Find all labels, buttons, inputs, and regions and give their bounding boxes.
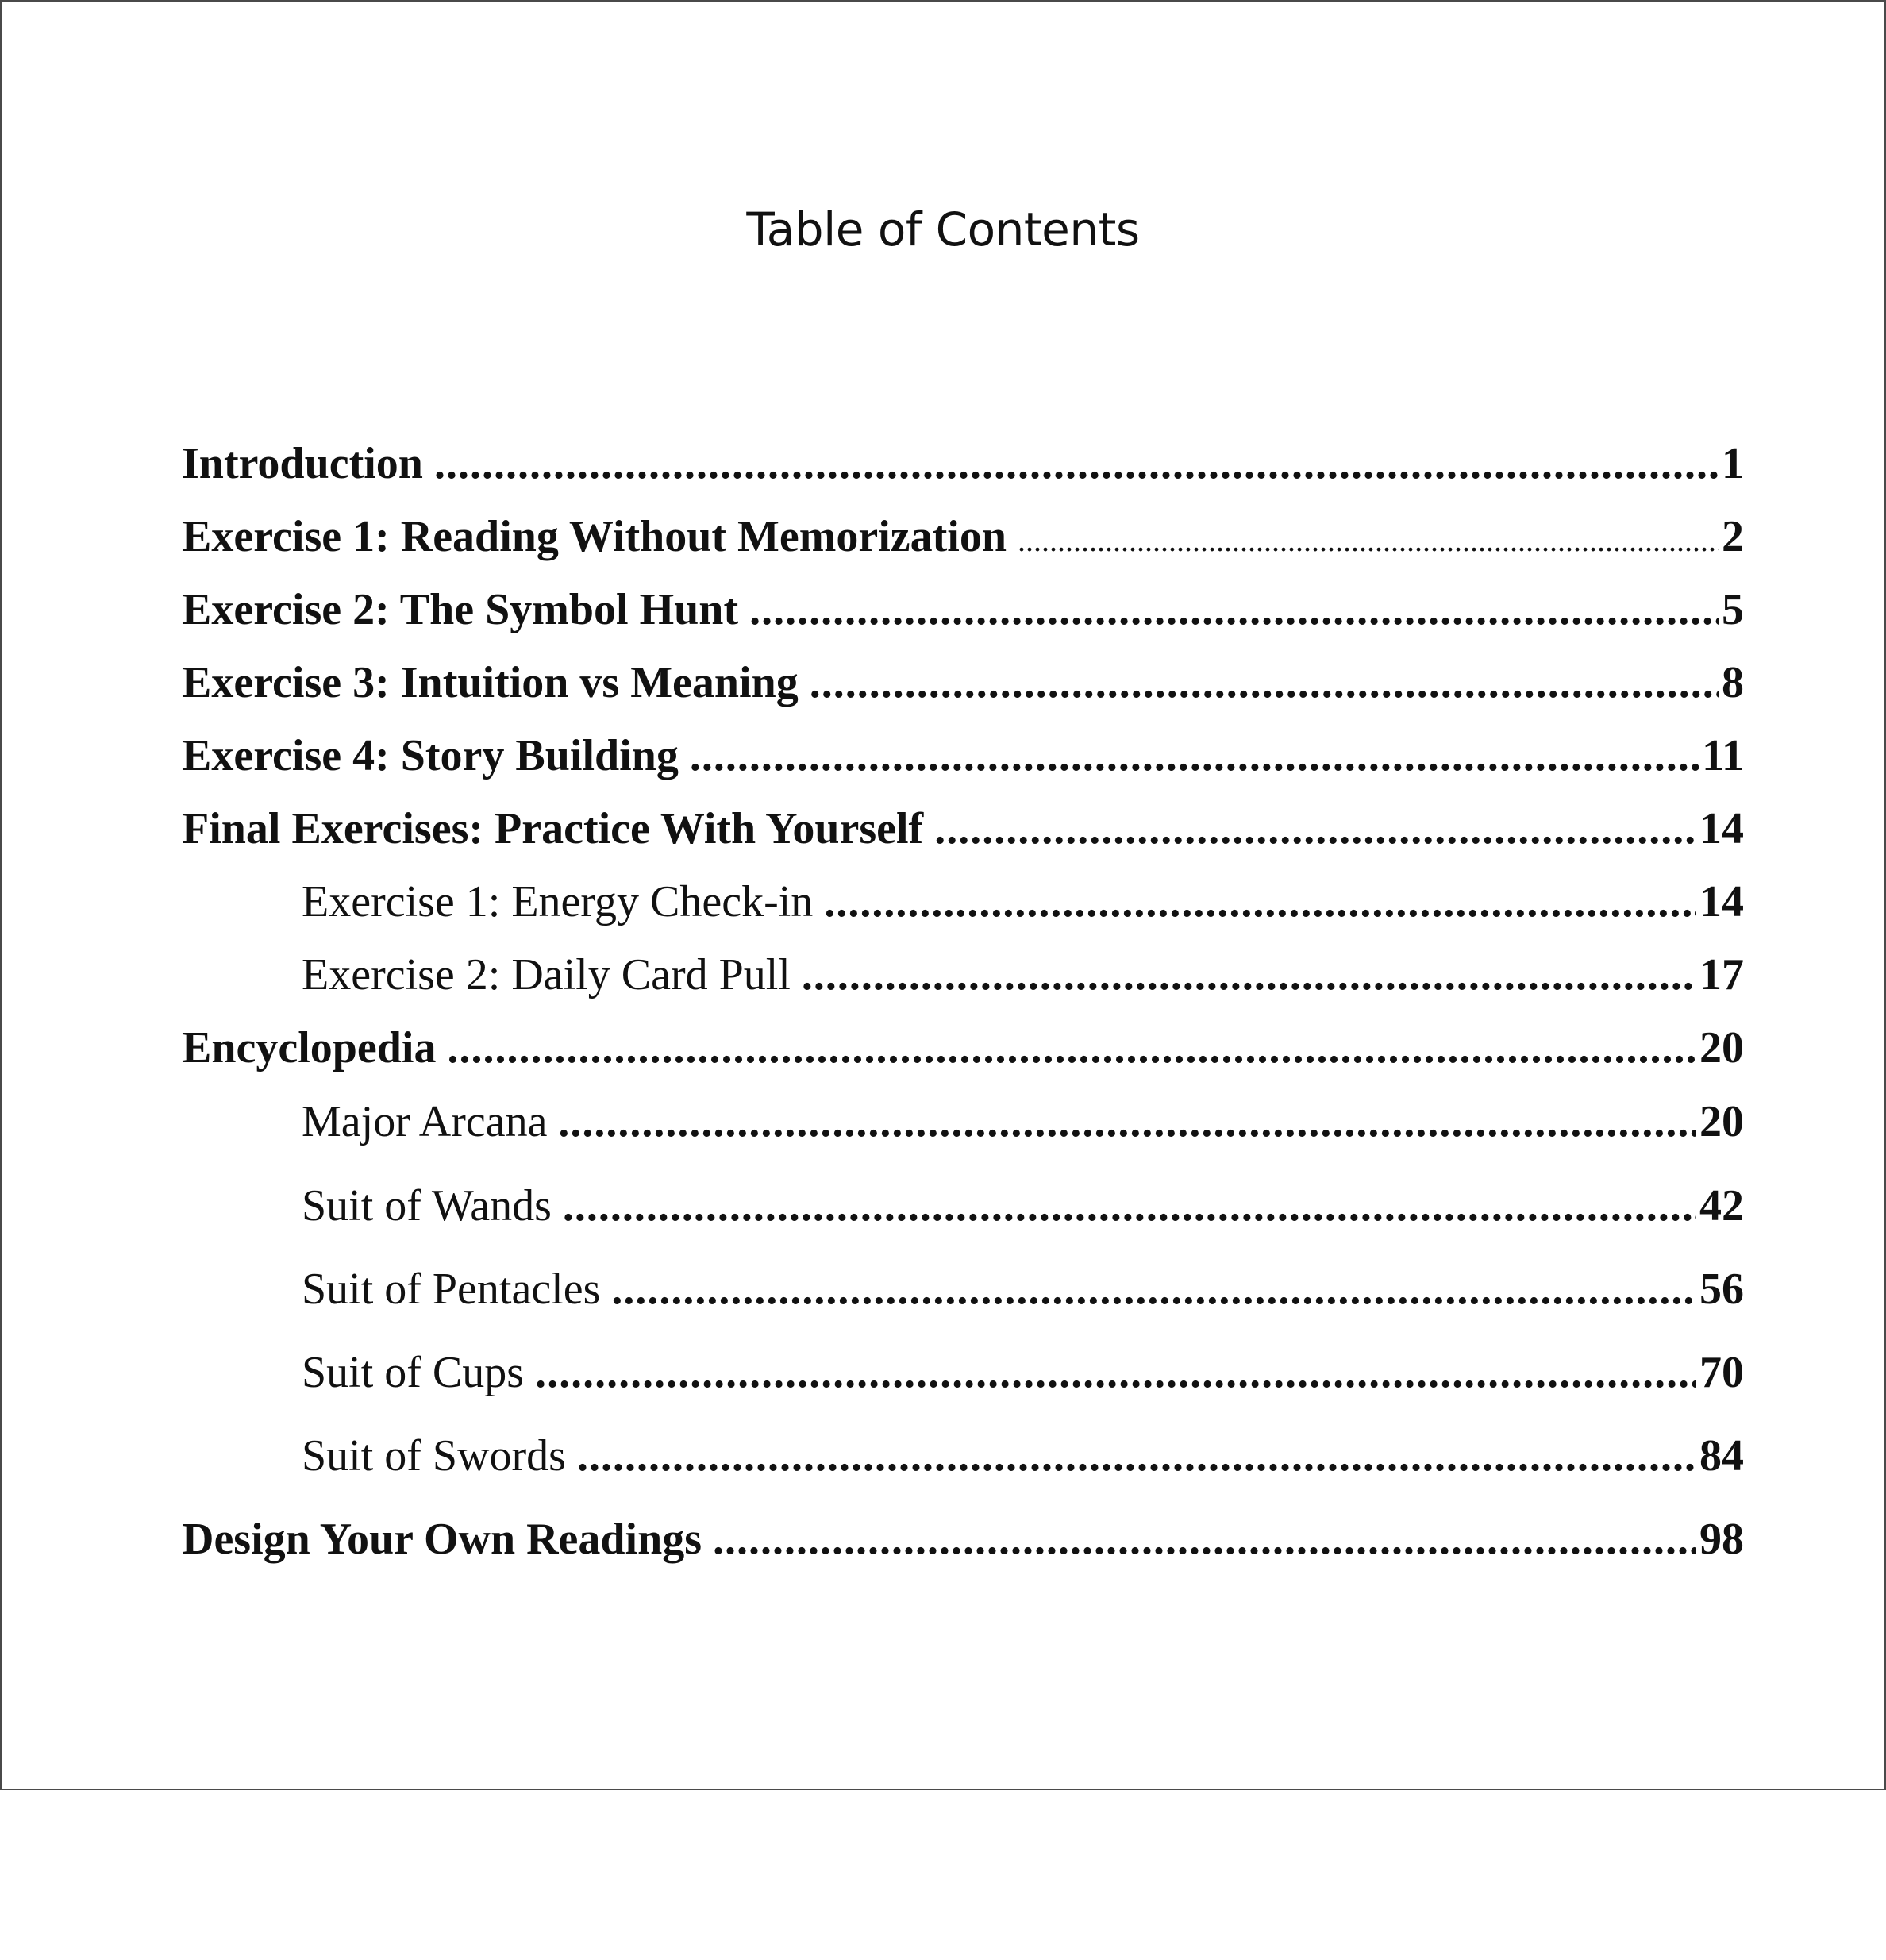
toc-page-number: 42 [1699, 1181, 1744, 1230]
toc-page-number: 2 [1722, 512, 1744, 561]
toc-entry-title: Exercise 2: Daily Card Pull [302, 950, 791, 999]
toc-entry-title: Encyclopedia [182, 1023, 437, 1072]
toc-page-number: 70 [1699, 1348, 1744, 1397]
toc-subentry-suit-of-wands[interactable] [302, 1181, 1744, 1230]
toc-dot-leader [611, 1267, 1696, 1311]
toc-dot-leader [434, 441, 1719, 486]
toc-entry-title: Exercise 4: Story Building [182, 731, 679, 780]
toc-page-number: 11 [1702, 731, 1744, 780]
toc-dot-leader [824, 880, 1696, 924]
toc-subentry-suit-of-cups[interactable] [302, 1350, 1744, 1395]
toc-dot-leader [802, 953, 1696, 997]
toc-dot-leader [535, 1350, 1696, 1395]
toc-page-number: 98 [1699, 1515, 1744, 1564]
toc-entry-title: Suit of Wands [302, 1181, 552, 1230]
toc-page-number: 5 [1722, 585, 1744, 634]
toc-subentry-major-arcana[interactable] [302, 1099, 1744, 1144]
toc-dot-leader [558, 1099, 1696, 1144]
toc-dot-leader [563, 1184, 1696, 1228]
toc-entry-title: Exercise 1: Reading Without Memorization [182, 512, 1007, 561]
toc-entry-title: Exercise 2: The Symbol Hunt [182, 585, 739, 634]
toc-dot-leader [810, 660, 1719, 705]
toc-list [2, 2, 1884, 1789]
toc-entry-title: Design Your Own Readings [182, 1515, 702, 1564]
toc-page-number: 20 [1699, 1023, 1744, 1072]
toc-entry-final-exercises[interactable] [182, 804, 1744, 853]
toc-entry-introduction[interactable] [182, 441, 1744, 486]
toc-page-number: 20 [1699, 1097, 1744, 1146]
toc-page-number: 8 [1722, 658, 1744, 707]
toc-entry-exercise-4[interactable] [182, 731, 1744, 780]
page-title: Table of Contents [746, 202, 1140, 256]
toc-entry-design-your-own-readings[interactable] [182, 1515, 1744, 1564]
toc-page-number: 17 [1699, 950, 1744, 999]
toc-page-number: 84 [1699, 1431, 1744, 1481]
toc-entry-title: Introduction [182, 439, 423, 488]
toc-entry-exercise-1[interactable] [182, 514, 1744, 559]
toc-dot-leader [447, 1026, 1696, 1070]
toc-entry-title: Exercise 1: Energy Check-in [302, 877, 814, 926]
toc-subentry-suit-of-swords[interactable] [302, 1431, 1744, 1481]
toc-entry-exercise-3[interactable] [182, 660, 1744, 705]
toc-subentry-daily-card-pull[interactable] [302, 950, 1744, 999]
toc-dot-leader [934, 807, 1696, 851]
toc-subentry-suit-of-pentacles[interactable] [302, 1265, 1744, 1314]
toc-entry-encyclopedia[interactable] [182, 1023, 1744, 1072]
toc-entry-title: Suit of Cups [302, 1348, 525, 1397]
toc-dot-leader [690, 734, 1699, 778]
toc-entry-title: Exercise 3: Intuition vs Meaning [182, 658, 799, 707]
toc-page-number: 56 [1699, 1265, 1744, 1314]
toc-dot-leader [749, 587, 1719, 632]
toc-entry-exercise-2[interactable] [182, 587, 1744, 632]
toc-entry-title: Final Exercises: Practice With Yourself [182, 804, 924, 853]
toc-subentry-energy-check-in[interactable] [302, 877, 1744, 926]
toc-page-number: 14 [1699, 877, 1744, 926]
toc-page-number: 14 [1699, 804, 1744, 853]
toc-dot-leader [713, 1517, 1696, 1561]
toc-entry-title: Suit of Pentacles [302, 1265, 601, 1314]
toc-entry-title: Major Arcana [302, 1097, 548, 1146]
toc-entry-title: Suit of Swords [302, 1431, 566, 1481]
toc-dot-leader [1018, 525, 1719, 556]
toc-dot-leader [577, 1434, 1696, 1478]
toc-page-number: 1 [1722, 439, 1744, 488]
